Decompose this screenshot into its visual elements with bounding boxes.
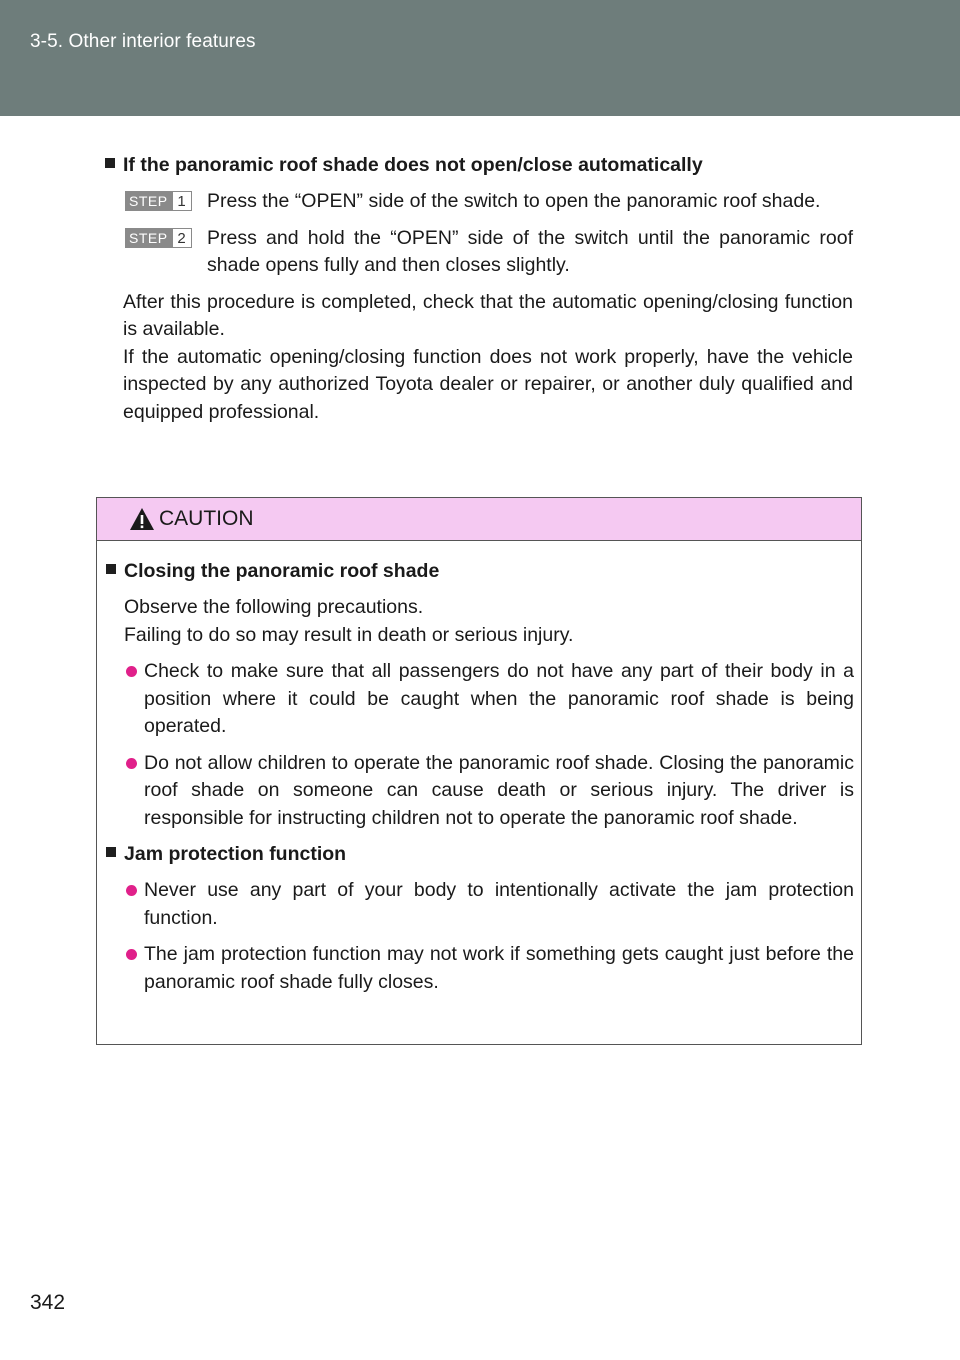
caution-box bbox=[96, 497, 862, 1045]
bullet-text: Never use any part of your body to intentionally activate the jam protection function. bbox=[144, 879, 854, 929]
caution-subheading bbox=[106, 558, 854, 585]
step-badge bbox=[125, 228, 192, 248]
bullet-text: Do not allow children to operate the panoramic roof shade. Closing the panoramic roof shade on someone can cause death or serious injury. The driver is responsible for instructing children not to operate the panoramic roof shade. bbox=[144, 751, 854, 829]
step-label: STEP bbox=[125, 228, 172, 248]
page-header bbox=[0, 0, 960, 116]
warning-triangle-icon bbox=[129, 507, 155, 531]
bullet-text: The jam protection function may not work if something gets caught just before the panoramic roof shade fully closes. bbox=[144, 943, 854, 993]
page-number: 342 bbox=[30, 1291, 66, 1314]
caution-header bbox=[97, 498, 861, 541]
caution-bullet bbox=[106, 941, 854, 996]
step-label: STEP bbox=[125, 191, 172, 211]
step-text: Press and hold the “OPEN” side of the switch until the panoramic roof shade opens fully and then closes slightly. bbox=[207, 226, 853, 276]
paragraph: If the automatic opening/closing function does not work properly, have the vehicle inspected by any authorized Toyota dealer or repairer, or another duly qualified and equipped professional. bbox=[123, 345, 853, 423]
heading-text: Closing the panoramic roof shade bbox=[124, 560, 440, 582]
caution-body bbox=[106, 558, 854, 996]
caution-title: CAUTION bbox=[159, 507, 254, 530]
dot-bullet-icon bbox=[126, 949, 137, 960]
caution-subheading bbox=[106, 841, 854, 868]
heading-text: Jam protection function bbox=[124, 843, 347, 865]
heading-text: If the panoramic roof shade does not open/close automatically bbox=[123, 154, 703, 176]
bullet-text: Check to make sure that all passengers do not have any part of their body in a position where it could be caught when the panoramic roof shade is being operated. bbox=[144, 660, 854, 737]
square-bullet-icon bbox=[106, 564, 116, 574]
section-title: 3-5. Other interior features bbox=[30, 31, 256, 52]
dot-bullet-icon bbox=[126, 666, 137, 677]
step-text: Press the “OPEN” side of the switch to open the panoramic roof shade. bbox=[207, 190, 821, 212]
square-bullet-icon bbox=[105, 158, 115, 168]
dot-bullet-icon bbox=[126, 758, 137, 769]
step-number: 2 bbox=[172, 228, 192, 248]
main-content bbox=[105, 152, 853, 426]
paragraph: After this procedure is completed, check that the automatic opening/closing function is available. bbox=[123, 290, 853, 340]
step-badge bbox=[125, 191, 192, 211]
square-bullet-icon bbox=[106, 847, 116, 857]
caution-intro: Failing to do so may result in death or serious injury. bbox=[124, 623, 574, 646]
caution-bullet bbox=[106, 658, 854, 741]
step-number: 1 bbox=[172, 191, 192, 211]
subsection-heading bbox=[105, 152, 853, 179]
caution-bullet bbox=[106, 750, 854, 833]
dot-bullet-icon bbox=[126, 885, 137, 896]
caution-bullet bbox=[106, 877, 854, 932]
caution-intro: Observe the following precautions. bbox=[124, 596, 424, 618]
step-1 bbox=[105, 188, 853, 216]
step-2 bbox=[105, 225, 853, 280]
